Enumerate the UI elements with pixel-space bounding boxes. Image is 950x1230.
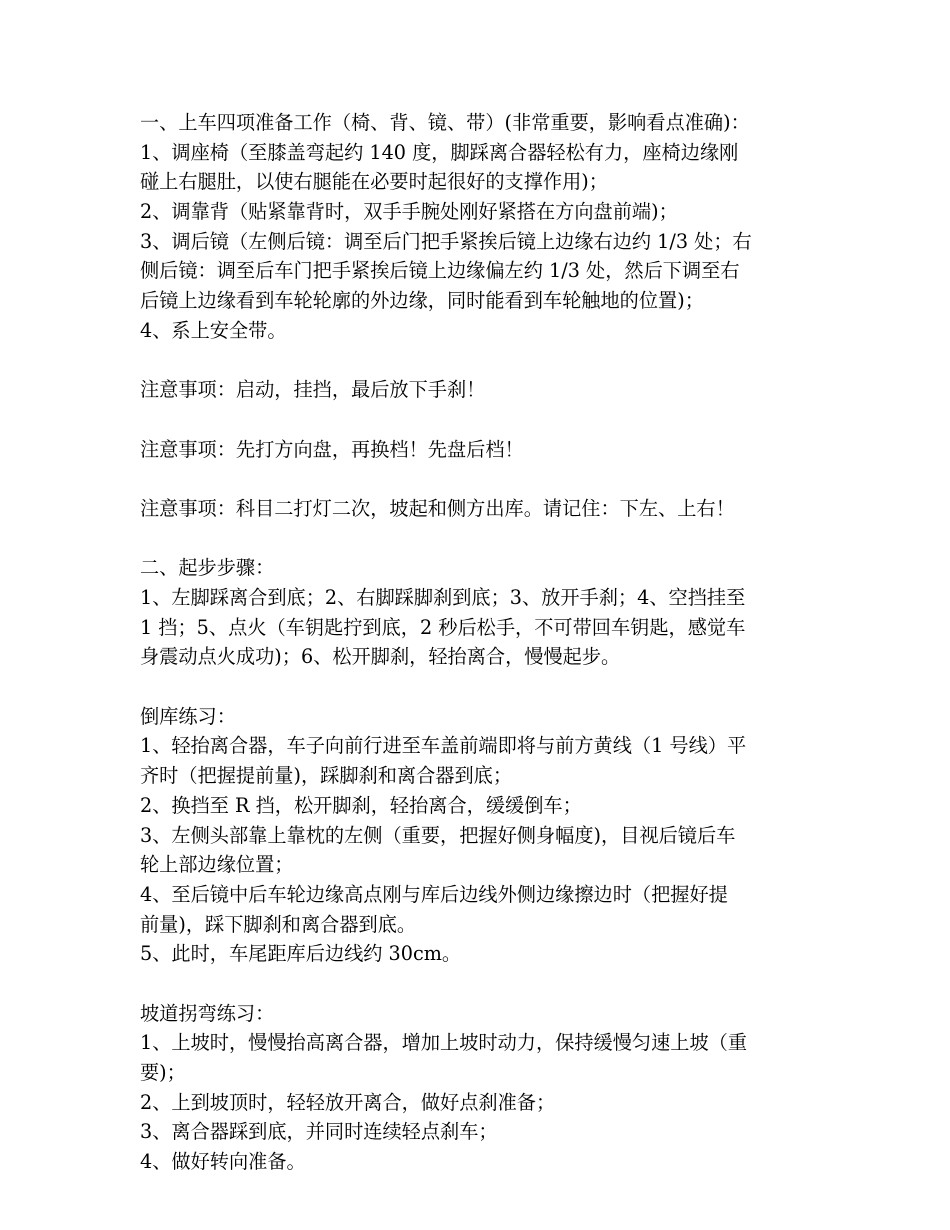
blank-line	[140, 346, 812, 376]
section-heading: 坡道拐弯练习：	[140, 1001, 275, 1025]
text-line: 1、轻抬离合器，车子向前行进至车盖前端即将与前方黄线（1 号线）平	[140, 734, 747, 758]
text-line: 要)；	[140, 1061, 186, 1084]
text-line: 3、左侧头部靠上靠枕的左侧（重要，把握好侧身幅度)，目视后镜后车	[140, 823, 736, 847]
text-line: 后镜上边缘看到车轮轮廓的外边缘，同时能看到车轮触地的位置)；	[140, 289, 704, 313]
document-body	[140, 108, 812, 1177]
text-line: 2、上到坡顶时，轻轻放开离合，做好点刹准备；	[140, 1090, 556, 1114]
section-heading: 二、起步步骤：	[140, 556, 275, 580]
note-line: 注意事项：启动，挂挡，最后放下手刹！	[140, 378, 486, 402]
text-line: 侧后镜：调至后车门把手紧挨后镜上边缘偏左约 1/3 处，然后下调至右	[140, 259, 740, 283]
text-line: 4、做好转向准备。	[140, 1150, 306, 1174]
text-line: 4、至后镜中后车轮边缘高点刚与库后边线外侧边缘擦边时（把握好提	[140, 882, 728, 906]
text-line: 3、调后镜（左侧后镜：调至后门把手紧挨后镜上边缘右边约 1/3 处；右	[140, 229, 752, 253]
text-line: 1 挡；5、点火（车钥匙拧到底，2 秒后松手，不可带回车钥匙，感觉车	[140, 615, 746, 639]
note-line: 注意事项：先打方向盘，再换档！先盘后档！	[140, 437, 524, 461]
text-line: 轮上部边缘位置；	[140, 853, 294, 877]
text-line: 碰上右腿肚，以使右腿能在必要时起很好的支撑作用)；	[140, 170, 608, 194]
text-line: 2、调靠背（贴紧靠背时，双手手腕处刚好紧搭在方向盘前端)；	[140, 200, 678, 224]
blank-line	[140, 969, 812, 999]
text-line: 3、离合器踩到底，并同时连续轻点刹车；	[140, 1120, 498, 1144]
text-line: 4、系上安全带。	[140, 318, 287, 342]
text-line: 2、换挡至 R 挡，松开脚刹，轻抬离合，缓缓倒车；	[140, 793, 582, 817]
blank-line	[140, 524, 812, 554]
blank-line	[140, 672, 812, 702]
text-line: 1、调座椅（至膝盖弯起约 140 度，脚踩离合器轻松有力，座椅边缘刚	[140, 140, 739, 164]
text-line: 身震动点火成功)；6、松开脚刹，轻抬离合，慢慢起步。	[140, 645, 621, 669]
text-line: 1、上坡时，慢慢抬高离合器，增加上坡时动力，保持缓慢匀速上坡（重	[140, 1031, 748, 1055]
section-heading: 倒库练习：	[140, 704, 236, 728]
text-line: 5、此时，车尾距库后边线约 30cm。	[140, 942, 462, 966]
blank-line	[140, 464, 812, 494]
text-line: 一、上车四项准备工作（椅、背、镜、带）(非常重要，影响看点准确)：	[140, 111, 750, 134]
note-line: 注意事项：科目二打灯二次，坡起和侧方出库。请记住：下左、上右！	[140, 496, 735, 520]
text-line: 齐时（把握提前量)，踩脚刹和离合器到底；	[140, 764, 513, 788]
text-line: 前量)，踩下脚刹和离合器到底。	[140, 912, 417, 936]
blank-line	[140, 405, 812, 435]
text-line: 1、左脚踩离合到底；2、右脚踩脚刹到底；3、放开手刹；4、空挡挂至	[140, 586, 746, 609]
